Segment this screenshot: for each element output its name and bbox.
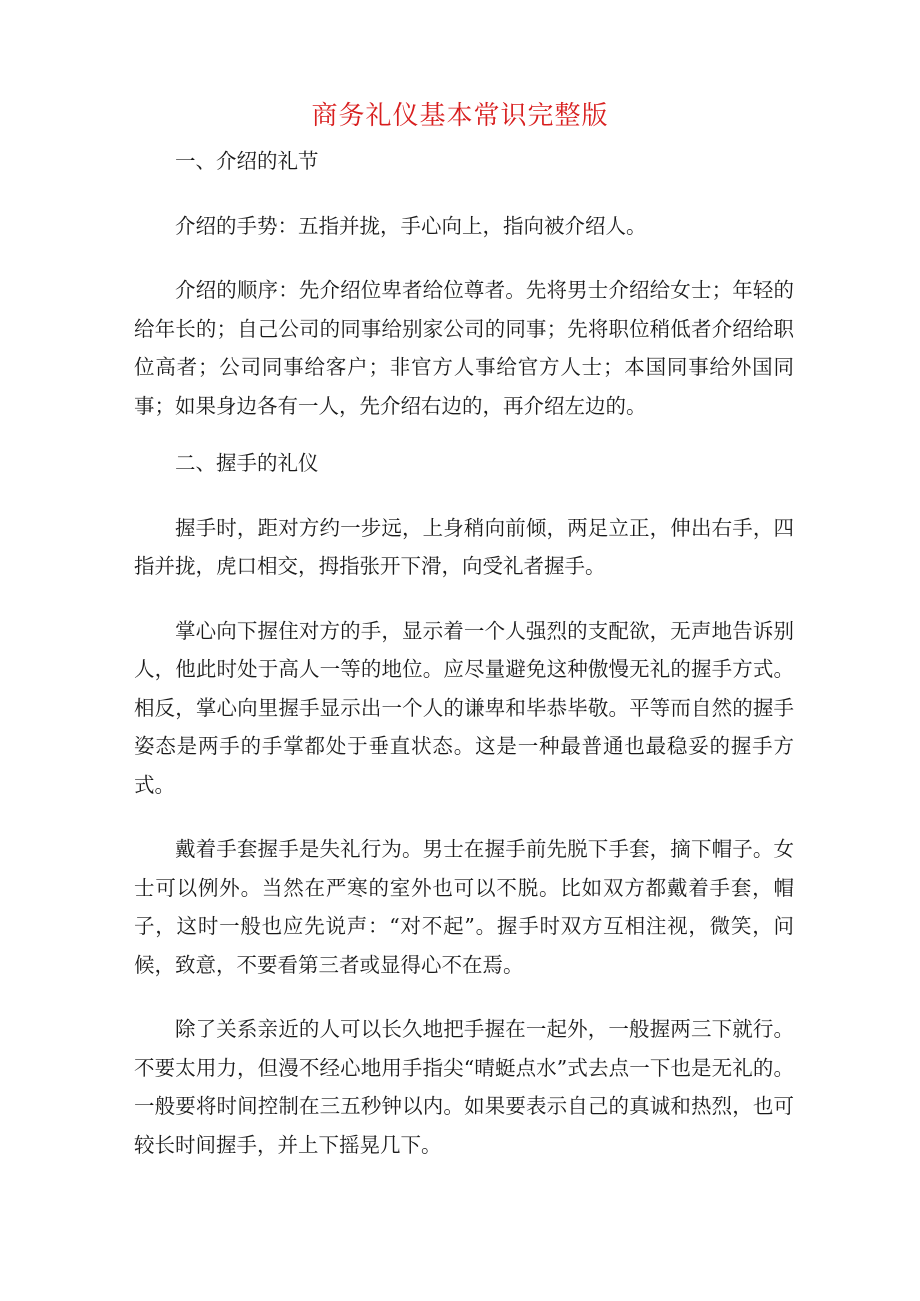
paragraph-intro-gesture: 介绍的手势：五指并拢，手心向上，指向被介绍人。 xyxy=(175,213,647,238)
paragraph-handshake-duration: 除了关系亲近的人可以长久地把手握在一起外，一般握两三下就行。不要太用力，但漫不经心地用手指尖“晴蜓点水”式去点一下也是无礼的。一般要将时间控制在三五秒钟以内。如果要表示自己的真诚和热烈，也可较长时间握手，并上下摇晃几下。 xyxy=(134,1017,794,1157)
section-heading-introduction: 一、介绍的礼节 xyxy=(175,149,319,173)
document-body xyxy=(134,142,794,1164)
paragraph-handshake-palm: 掌心向下握住对方的手，显示着一个人强烈的支配欲，无声地告诉别人，他此时处于高人一等的地位。应尽量避免这种傲慢无礼的握手方式。相反，掌心向里握手显示出一个人的谦卑和毕恭毕敬。平等而自然的握手姿态是两手的手掌都处于垂直状态。这是一种最普通也最稳妥的握手方式。 xyxy=(134,618,794,797)
paragraph-handshake-posture: 握手时，距对方约一步远，上身稍向前倾，两足立正，伸出右手，四指并拢，虎口相交，拇指张开下滑，向受礼者握手。 xyxy=(134,515,794,578)
section-heading-handshake: 二、握手的礼仪 xyxy=(175,451,319,475)
document-title: 商务礼仪基本常识完整版 xyxy=(311,101,609,131)
paragraph-handshake-gloves: 戴着手套握手是失礼行为。男士在握手前先脱下手套，摘下帽子。女士可以例外。当然在严寒的室外也可以不脱。比如双方都戴着手套，帽子，这时一般也应先说声：“对不起”。握手时双方互相注视，微笑，问候，致意，不要看第三者或显得心不在焉。 xyxy=(134,837,794,977)
paragraph-intro-order: 介绍的顺序：先介绍位卑者给位尊者。先将男士介绍给女士；年轻的给年长的；自己公司的同事给别家公司的同事；先将职位稍低者介绍给职位高者；公司同事给客户；非官方人事给官方人士；本国同事给外国同事；如果身边各有一人，先介绍右边的，再介绍左边的。 xyxy=(134,278,794,418)
